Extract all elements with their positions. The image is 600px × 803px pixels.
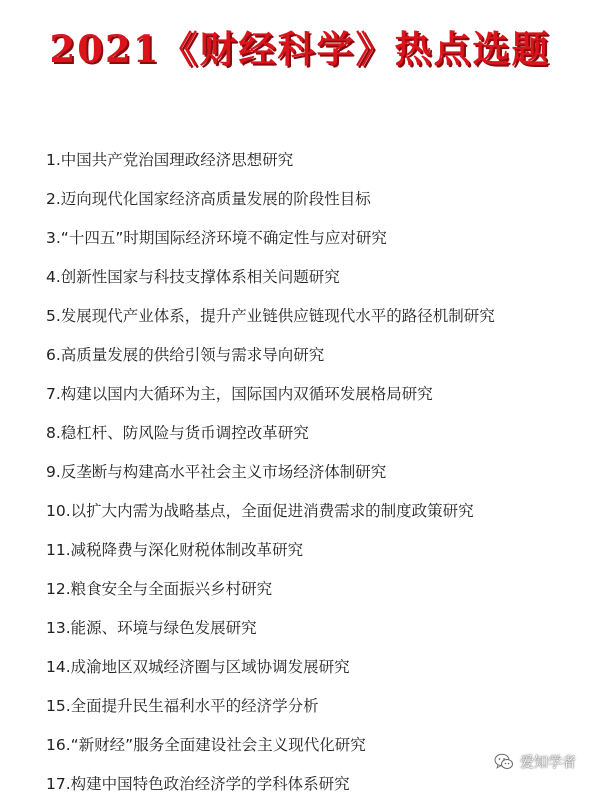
list-item: 17.构建中国特色政治经济学的学科体系研究	[46, 774, 350, 793]
list-item: 9.反垄断与构建高水平社会主义市场经济体制研究	[46, 462, 387, 481]
list-item: 11.减税降费与深化财税体制改革研究	[46, 540, 304, 559]
list-item: 3.“十四五”时期国际经济环境不确定性与应对研究	[46, 228, 387, 247]
list-item: 4.创新性国家与科技支撑体系相关问题研究	[46, 267, 340, 286]
wechat-icon	[494, 753, 514, 771]
list-item: 6.高质量发展的供给引领与需求导向研究	[46, 345, 325, 364]
page-title: 2021《财经科学》热点选题	[49, 26, 551, 71]
list-item: 2.迈向现代化国家经济高质量发展的阶段性目标	[46, 189, 371, 208]
list-item: 1.中国共产党治国理政经济思想研究	[46, 150, 294, 169]
list-item: 8.稳杠杆、防风险与货币调控改革研究	[46, 423, 309, 442]
list-item: 10.以扩大内需为战略基点，全面促进消费需求的制度政策研究	[46, 501, 474, 520]
watermark	[494, 752, 576, 772]
list-item: 7.构建以国内大循环为主，国际国内双循环发展格局研究	[46, 384, 433, 403]
list-item: 15.全面提升民生福利水平的经济学分析	[46, 696, 319, 715]
list-item: 13.能源、环境与绿色发展研究	[46, 618, 257, 637]
list-item: 5.发展现代产业体系，提升产业链供应链现代水平的路径机制研究	[46, 306, 495, 325]
topic-list	[46, 140, 495, 803]
list-item: 16.“新财经”服务全面建设社会主义现代化研究	[46, 735, 366, 754]
watermark-text: 爱知学者	[520, 755, 576, 771]
list-item: 14.成渝地区双城经济圈与区域协调发展研究	[46, 657, 350, 676]
list-item: 12.粮食安全与全面振兴乡村研究	[46, 579, 273, 598]
